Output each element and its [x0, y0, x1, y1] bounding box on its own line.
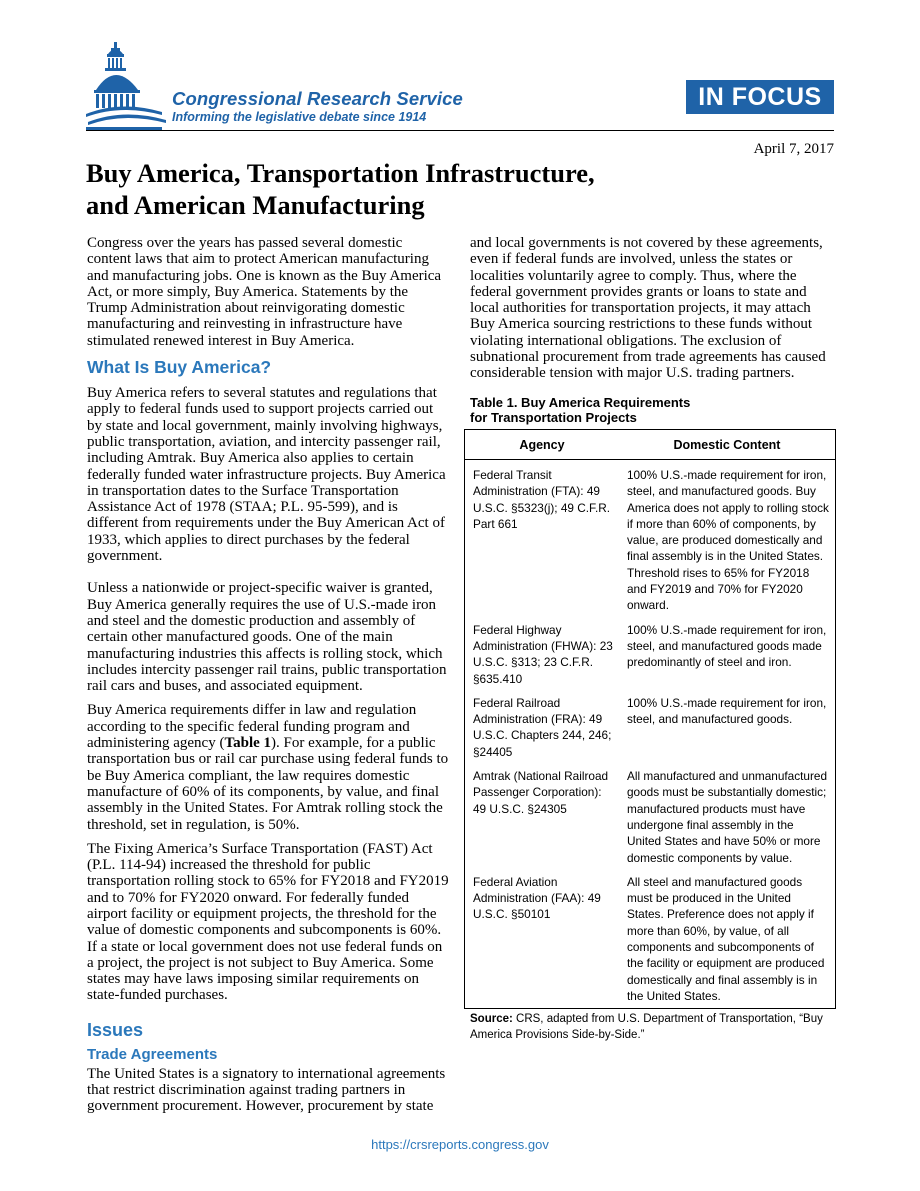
table-row — [465, 618, 836, 691]
paragraph-requirements-part-a: Buy America requirements differ in law and regulation according to the specific federal funding program and administering agency ( — [87, 702, 417, 752]
agency-cell: Federal Railroad Administration (FRA): 49 U.S.C. Chapters 244, 246; §24405 — [473, 695, 612, 759]
content-cell: 100% U.S.-made requirement for iron, steel, and manufactured goods. — [627, 695, 827, 727]
title-line-1: Buy America, Transportation Infrastructure, — [86, 158, 595, 188]
in-focus-badge: IN FOCUS — [686, 80, 834, 114]
subsection-heading-trade: Trade Agreements — [87, 1045, 218, 1063]
intro-paragraph: Congress over the years has passed several domestic content laws that aim to protect American manufacturing and manufacturing jobs. One is known as the Buy America Act, or more simply, Buy America. Statements by the Trump Administration about reinvigorating domestic manufacturing and reinvesting in infrastructure have stimulated renewed interest in Buy America. — [87, 235, 442, 349]
capitol-dome-icon — [86, 42, 168, 130]
column-header-agency: Agency — [465, 429, 620, 459]
paragraph-requirements-part-c: ). For example, for a public transportation bus or rail car purchase using federal funds to be Buy America compliant, the law requires domestic manufacture of 60% of its components, by value, and final assembly in the United States. For Amtrak rolling stock the threshold, set in regulation, is 50%. — [87, 735, 449, 833]
paragraph-trade: The United States is a signatory to international agreements that restrict discrimination against trading partners in government procurement. However, procurement by state — [87, 1065, 446, 1115]
section-heading-issues: Issues — [87, 1019, 144, 1040]
table-row — [465, 459, 836, 617]
org-tagline: Informing the legislative debate since 1914 — [172, 110, 427, 124]
paragraph-fast-act: The Fixing America’s Surface Transportation (FAST) Act (P.L. 114-94) increased the threshold for public transportation rolling stock to 65% for FY2018 and FY2019 and to 70% for FY2020 onward. For federally funded airport facility or equipment projects, the threshold for the value of domestic components and subcomponents is 60%. If a state or local government does not use federal funds on a project, the project is not subject to Buy America. Some states may have laws imposing similar requirements on state-funded purchases. — [87, 840, 449, 1004]
content-cell: 100% U.S.-made requirement for iron, steel, and manufactured goods. Buy America does not apply to rolling stock if more than 60% of components, by value, are produced domestically and final assembly is in the United States. Threshold rises to 65% for FY2018 and FY2019 and 70% for FY2020 onward. — [627, 467, 829, 613]
table-source-note — [470, 1011, 832, 1043]
section-heading-what-is: What Is Buy America? — [87, 357, 272, 378]
table-row — [465, 870, 836, 1009]
agency-cell: Federal Aviation Administration (FAA): 49 U.S.C. §50101 — [473, 874, 601, 922]
content-cell: 100% U.S.-made requirement for iron, steel, and manufactured goods made predominantly of steel and iron. — [627, 622, 827, 670]
source-text: CRS, adapted from U.S. Department of Transportation, “Buy America Provisions Side-by-Side.” — [470, 1013, 823, 1042]
paragraph-trade-continued: and local governments is not covered by these agreements, even if federal funds are involved, unless the states or localities voluntarily agree to comply. Thus, where the federal government provides grants or loans to state and local authorities for transportation projects, it may attach Buy America sourcing restrictions to these funds without violating international obligations. The exclusion of subnational procurement from trade agreements has caused considerable tension with major U.S. trading partners. — [470, 235, 826, 382]
paragraph-definition: Buy America refers to several statutes and regulations that apply to federal funds used to support projects carried out by state and local government, mainly involving highways, public transportation, aviation, and intercity passenger rail, including Amtrak. Buy America also applies to certain federally funded water infrastructure projects. Buy America in transportation dates to the Surface Transportation Assistance Act of 1978 (STAA; P.L. 95-599), and is different from requirements under the Buy American Act of 1933, which applies to direct purchases by the federal government. — [87, 385, 446, 565]
header-divider — [86, 130, 834, 131]
agency-cell: Federal Transit Administration (FTA): 49 U.S.C. §5323(j); 49 C.F.R. Part 661 — [473, 467, 611, 531]
agency-cell: Federal Highway Administration (FHWA): 23 U.S.C. §313; 23 C.F.R. §635.410 — [473, 622, 613, 686]
source-label: Source: — [470, 1013, 513, 1026]
agency-cell: Amtrak (National Railroad Passenger Corporation): 49 U.S.C. §24305 — [473, 769, 609, 816]
table-caption-line-2: for Transportation Projects — [470, 410, 637, 426]
table-caption — [470, 395, 832, 426]
table-caption-line-1: Table 1. Buy America Requirements — [470, 394, 691, 410]
left-column — [87, 235, 449, 1123]
column-header-domestic-content: Domestic Content — [619, 429, 836, 459]
paragraph-requirements — [87, 702, 449, 832]
org-name: Congressional Research Service — [172, 88, 463, 109]
paragraph-waiver: Unless a nationwide or project-specific waiver is granted, Buy America generally requires the use of U.S.-made iron and steel and the domestic production and assembly of certain other manufactured goods. One of the main manufacturing industries this affects is rolling stock, which includes intercity passenger rail trains, public transportation rail cars and buses, and associated equipment. — [87, 580, 447, 695]
footer-url-link[interactable]: https://crsreports.congress.gov — [371, 1137, 549, 1152]
content-cell: All manufactured and unmanufactured goods must be substantially domestic; manufactured products must have undergone final assembly in the United States and have 50% or more domestic components by value. — [627, 769, 828, 865]
publication-date: April 7, 2017 — [753, 141, 834, 157]
requirements-table — [464, 429, 836, 1010]
table-row — [465, 691, 836, 764]
title-line-2: and American Manufacturing — [86, 190, 425, 220]
right-column — [470, 235, 832, 1043]
table-header-row — [465, 429, 836, 459]
content-cell: All steel and manufactured goods must be produced in the United States. Preference does not apply if more than 60%, by value, of all components and subcomponents of the facility or equipment are produced domestically and final assembly is in the United States. — [627, 874, 825, 1003]
table-row — [465, 764, 836, 870]
table-1-reference: Table 1 — [224, 735, 272, 752]
page-title — [86, 157, 736, 221]
